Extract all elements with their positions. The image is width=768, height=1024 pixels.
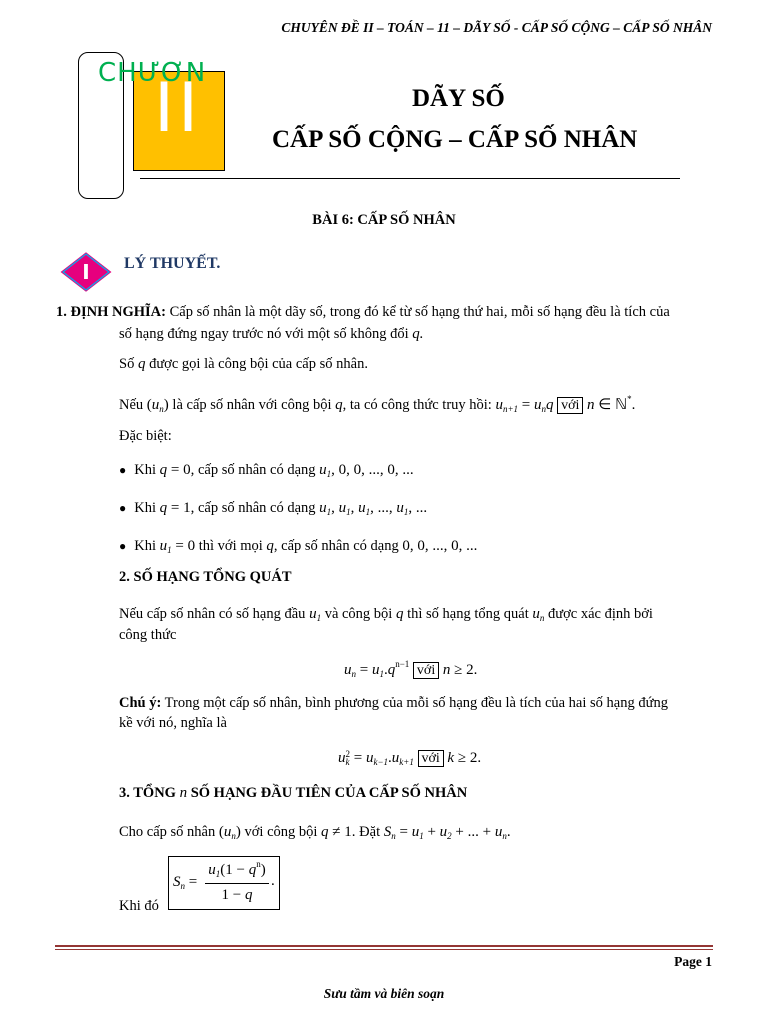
footer-rule-thin [55, 949, 713, 950]
page-header: CHUYÊN ĐỀ II – TOÁN – 11 – DÃY SỐ - CẤP SỐ CỘNG – CẤP SỐ NHÂN [281, 20, 712, 35]
section-title: LÝ THUYẾT. [124, 255, 221, 272]
chapter-word: CHƯƠN [98, 58, 207, 88]
recurrence-line: Nếu $(u_n)$ là cấp số nhân với công bội q, ta có công thức truy hồi: $u_{n+1} = u_nq$ với n ∈ ℕ*. [119, 394, 636, 414]
bullet-icon: ● [119, 539, 127, 553]
general-term-formula: $u_n = u_1.q^{n-1}$ với n ≥ 2. [344, 659, 478, 679]
sum-formula-box: $S_n$ = $u_1(1 - q^n)$ 1 − q . [168, 856, 280, 910]
special-case-3: ● Khi $u_1 = 0$ thì với mọi q, cấp số nhân có dạng 0, 0, ..., 0, ... [119, 538, 478, 555]
khi-do-label: Khi đó [119, 898, 159, 914]
sum-title: 3. TỔNG n SỐ HẠNG ĐẦU TIÊN CỦA CẤP SỐ NHÂN [119, 785, 468, 801]
chapter-title-2: CẤP SỐ CỘNG – CẤP SỐ NHÂN [272, 126, 638, 153]
page-number: Page 1 [674, 954, 712, 969]
chapter-title-1: DÃY SỐ [412, 85, 505, 112]
general-term-title: 2. SỐ HẠNG TỔNG QUÁT [119, 569, 292, 585]
general-term-line-1: Nếu cấp số nhân có số hạng đầu $u_1$ và công bội q thì số hạng tổng quát $u_n$ được xác định bởi [119, 606, 653, 623]
bullet-icon: ● [119, 501, 127, 515]
footer-rule [55, 945, 713, 947]
definition-line-1: 1. ĐỊNH NGHĨA: Cấp số nhân là một dãy số, trong đó kể từ số hạng thứ hai, mỗi số hạng đều là tích của [56, 304, 670, 320]
section-badge-diamond-icon [55, 249, 117, 295]
lesson-title: BÀI 6: CẤP SỐ NHÂN [312, 212, 456, 228]
title-rule [140, 178, 680, 179]
note-line-1: Chú ý: Trong một cấp số nhân, bình phương của mỗi số hạng đều là tích của hai số hạng đứng [119, 695, 668, 711]
special-label: Đặc biệt: [119, 428, 172, 444]
definition-line-2: số hạng đứng ngay trước nó với một số không đổi q. [119, 326, 424, 342]
bullet-icon: ● [119, 463, 127, 477]
voi-box: với [557, 397, 583, 414]
section-badge-text: I [82, 260, 90, 284]
chapter-number: II [153, 69, 203, 148]
footer-credit: Sưu tầm và biên soạn [323, 986, 445, 1001]
note-line-2: kề với nó, nghĩa là [119, 715, 227, 731]
voi-box: với [413, 662, 439, 679]
special-case-1: ● Khi q = 0, cấp số nhân có dạng $u_1$, 0, 0, ..., 0, ... [119, 462, 414, 479]
ratio-sentence: Số q được gọi là công bội của cấp số nhân. [119, 356, 368, 372]
voi-box: với [418, 750, 444, 767]
sum-line-1: Cho cấp số nhân $(u_n)$ với công bội q ≠ 1. Đặt $S_n = u_1 + u_2$ + ... + $u_n$. [119, 824, 511, 841]
general-term-line-2: công thức [119, 627, 177, 643]
special-case-2: ● Khi q = 1, cấp số nhân có dạng $u_1$, $u_1$, $u_1$, ..., $u_1$, ... [119, 500, 428, 517]
note-formula: u2 $k = u_{k-1}.u_{k+1}$ với k ≥ 2. [338, 748, 482, 767]
